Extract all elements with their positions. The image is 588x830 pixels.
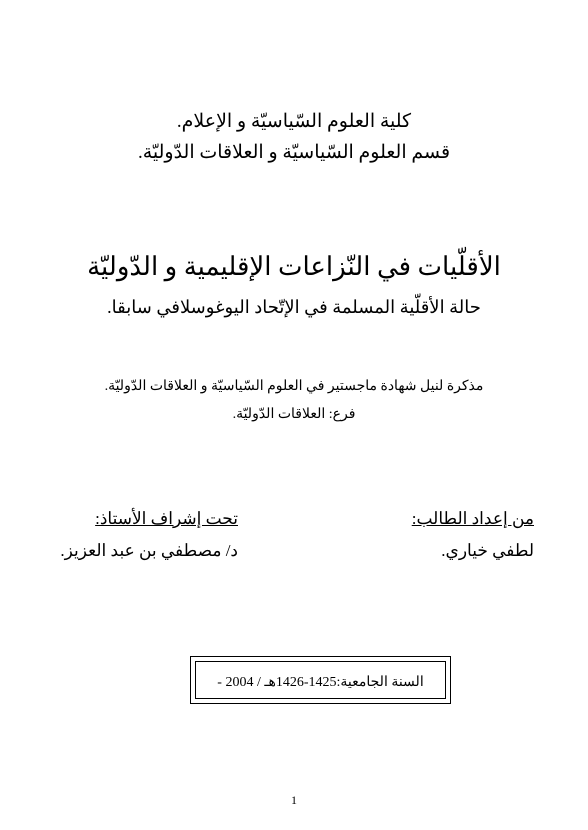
faculty-name: كلية العلوم السّياسيّة و الإعلام. — [176, 111, 412, 132]
thesis-subtitle: حالة الأقلّية المسلمة في الإتّحاد اليوغوسلافي سابقا. — [107, 297, 481, 317]
student-label: من إعداد الطالب: — [411, 509, 534, 528]
academic-year-text: السنة الجامعية:1425-1426هـ / 2004 - — [217, 675, 424, 690]
degree-statement: مذكرة لنيل شهادة ماجستير في العلوم السّياسيّة و العلاقات الدّوليّة. — [104, 379, 484, 394]
academic-year-inner-frame — [195, 661, 446, 699]
student-name: لطفي خياري. — [441, 541, 534, 560]
academic-year-box — [190, 656, 451, 704]
page-number: 1 — [291, 793, 297, 807]
department-name: قسم العلوم السّياسيّة و العلاقات الدّوليّة. — [137, 142, 451, 163]
branch-line: فرع: العلاقات الدّوليّة. — [232, 407, 356, 422]
supervisor-label: تحت إشراف الأستاذ: — [95, 509, 238, 528]
thesis-title: الأقلّيات في النّزاعات الإقليمية و الدّوليّة — [87, 252, 501, 281]
supervisor-name: د/ مصطفي بن عبد العزيز. — [60, 541, 238, 560]
